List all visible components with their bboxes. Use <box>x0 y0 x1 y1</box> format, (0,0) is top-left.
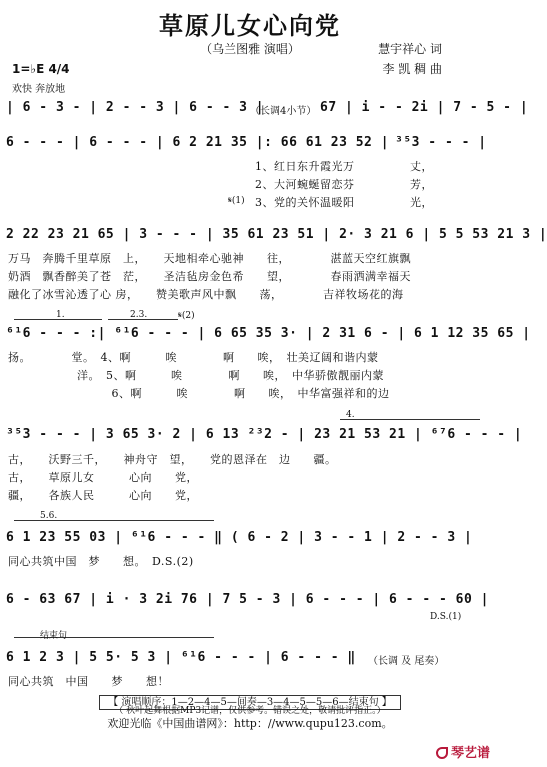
volta-4-mark: 4. <box>346 410 355 420</box>
lyric-line: 融化了冰雪沁透了心 房， 赞美歌声风中飘 荡， 吉祥牧场花的海 <box>8 288 404 301</box>
logo-icon <box>436 747 448 759</box>
lyric-line: 同心共筑 中国 梦 想！ <box>8 675 169 688</box>
lyric-line: 奶酒 飘香醉美了苍 茫， 圣洁毡房金色希 望， 春雨洒满幸福天 <box>8 270 411 283</box>
song-title: 草原儿女心向党 <box>159 12 341 40</box>
volta-56-mark: 5.6. <box>40 511 58 521</box>
lyric-line: 丈， <box>410 160 433 173</box>
score-row-8: 6 1 2 3 | 5 5· 5 3 | ⁶¹6 - - - | 6 - - - ‖ <box>6 650 356 665</box>
score-row-2-end: ³⁵3 - - - | <box>395 135 487 150</box>
lyric-line: 同心共筑中国 梦 想。 D.S.(2) <box>8 555 194 568</box>
score-row-2: 6 - - - | 6 - - - | 6 2 21 35 |: 66 61 23 52 | <box>6 135 390 150</box>
row1-note: （长调4小节） <box>250 106 317 117</box>
lyric-line: 1、红日东升霞光万 <box>255 160 355 173</box>
lyric-line: 古， 沃野三千， 神舟守 望， 党的恩泽在 边 疆。 <box>8 453 337 466</box>
segno-2-mark: 𝄋(2) <box>178 311 195 321</box>
ds-1-mark: D.S.(1) <box>430 612 462 622</box>
score-row-5: ³⁵3 - - - | 3 65 3· 2 | 6 13 ²³2 - | 23 21 53 21 | ⁶⁷6 - - - | <box>6 427 523 442</box>
site-logo <box>436 742 490 761</box>
singer-credit: （乌兰图雅 演唱） <box>200 42 300 56</box>
score-row-7: 6 - 63 67 | i · 3 2i 76 | 7 5 - 3 | 6 - - - | 6 - - - 60 | <box>6 592 489 607</box>
lyric-line: 万马 奔腾千里草原 上， 天地相牵心驰神 往， 湛蓝天空红旗飘 <box>8 252 411 265</box>
score-row-1-end: 67 | i - - 2i | 7 - 5 - | <box>320 100 529 115</box>
lyric-line: 2、大河蜿蜒留恋芬 <box>255 178 355 191</box>
ending-mark: 结束句 <box>40 631 68 641</box>
lyric-line: 芳， <box>410 178 433 191</box>
lyric-line: 扬。 堂。 4、啊 唉 啊 唉， 壮美辽阔和谐内蒙 <box>8 351 379 364</box>
segno-1-mark: 𝄋(1) <box>228 196 245 206</box>
transcriber-note: （ 秋叶起舞根据MP3记谱，仅供参考。错误之处，敬请批评指正。） <box>114 706 386 716</box>
volta-23-mark: 2.3. <box>130 310 148 320</box>
volta-1-mark: 1. <box>56 310 65 320</box>
row8-note: （长调 及 尾奏） <box>368 656 445 667</box>
composer-credit: 李 凯 稠 曲 <box>382 62 442 76</box>
lyric-line: 3、党的关怀温暖阳 <box>255 196 355 209</box>
lyric-line: 6、啊 唉 啊 唉， 中华富强祥和的边 <box>8 387 390 400</box>
tempo-marking: 欢快 奔放地 <box>12 84 66 95</box>
score-row-1: | 6 - 3 - | 2 - - 3 | 6 - - 3 | <box>6 100 265 115</box>
lyric-line: 疆， 各族人民 心向 党， <box>8 489 198 502</box>
key-signature: 1=♭E 4/4 <box>12 62 70 76</box>
lyric-line: 洋。 5、啊 唉 啊 唉， 中华骄傲靓丽内蒙 <box>8 369 384 382</box>
score-row-6: 6 1 23 55 03 | ⁶¹6 - - - ‖ ( 6 - 2 | 3 - - 1 | 2 - - 3 | <box>6 530 473 545</box>
score-row-4: ⁶¹6 - - - :| ⁶¹6 - - - | 6 65 35 3· | 2 31 6 - | 6 1 12 35 65 | <box>6 326 531 341</box>
score-row-3: 2 22 23 21 65 | 3 - - - | 35 61 23 51 | 2· 3 21 6 | 5 5 53 21 3 | <box>6 227 547 242</box>
logo-text: 琴艺谱 <box>450 746 490 761</box>
lyric-line: 古， 草原儿女 心向 党， <box>8 471 198 484</box>
lyricist-credit: 慧宇祥心 词 <box>378 42 442 56</box>
lyric-line: 光， <box>410 196 433 209</box>
performance-order-text: 【 演唱顺序：1—2—4—5—间奏—3—4—5—5—6—结束句 】 <box>99 695 401 710</box>
website-welcome[interactable]: 欢迎光临《中国曲谱网》：http：//www.qupu123.com。 <box>107 717 393 730</box>
